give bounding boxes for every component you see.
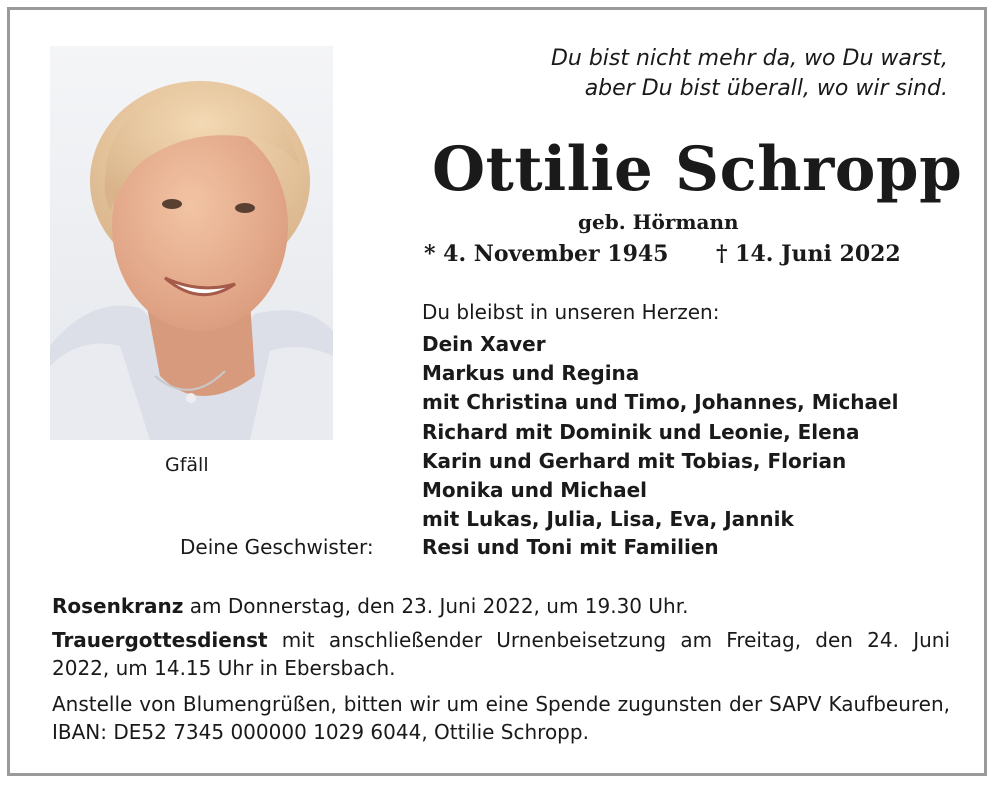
service-label: Trauergottesdienst <box>52 628 268 652</box>
mourner-line: Dein Xaver <box>422 332 546 356</box>
mourner-line: mit Lukas, Julia, Lisa, Eva, Jannik <box>422 507 794 532</box>
siblings-label: Deine Geschwister: <box>180 535 374 559</box>
death-date: † 14. Juni 2022 <box>716 241 901 267</box>
photo-credit: Gfäll <box>165 454 209 476</box>
mourner-line: Monika und Michael <box>422 478 648 503</box>
siblings-value: Resi und Toni mit Familien <box>422 535 719 559</box>
portrait-photo <box>50 46 333 440</box>
rosary-text: am Donnerstag, den 23. Juni 2022, um 19.30 Uhr. <box>183 594 689 618</box>
mourner-line: mit Christina und Timo, Johannes, Michael <box>422 390 899 415</box>
deceased-name: Ottilie Schropp <box>432 134 963 205</box>
service-text: mit anschließender Urnenbeisetzung am Freitag, den 24. Juni 2022, um 14.15 Uhr in Ebersbach. <box>52 628 950 680</box>
mourners-list <box>422 330 898 534</box>
mourner-line: Markus und Regina <box>422 361 640 386</box>
birth-date: * 4. November 1945 <box>424 241 669 267</box>
rosary-info <box>52 592 950 620</box>
motto-quote <box>551 44 948 104</box>
motto-line-2: aber Du bist überall, wo wir sind. <box>584 76 948 101</box>
rosary-label: Rosenkranz <box>52 594 184 618</box>
donation-info: Anstelle von Blumengrüßen, bitten wir um eine Spende zugunsten der SAPV Kaufbeuren, IBAN: DE52 7345 000000 1029 6044, Ottilie Schropp. <box>52 692 950 744</box>
service-info <box>52 626 950 682</box>
mourner-line: Richard mit Dominik und Leonie, Elena <box>422 419 860 444</box>
portrait-illustration <box>50 46 333 440</box>
motto-line-1: Du bist nicht mehr da, wo Du warst, <box>550 46 948 71</box>
mourner-line: Karin und Gerhard mit Tobias, Florian <box>422 448 847 473</box>
born-name: geb. Hörmann <box>578 210 739 234</box>
mourners-intro: Du bleibst in unseren Herzen: <box>422 300 720 324</box>
